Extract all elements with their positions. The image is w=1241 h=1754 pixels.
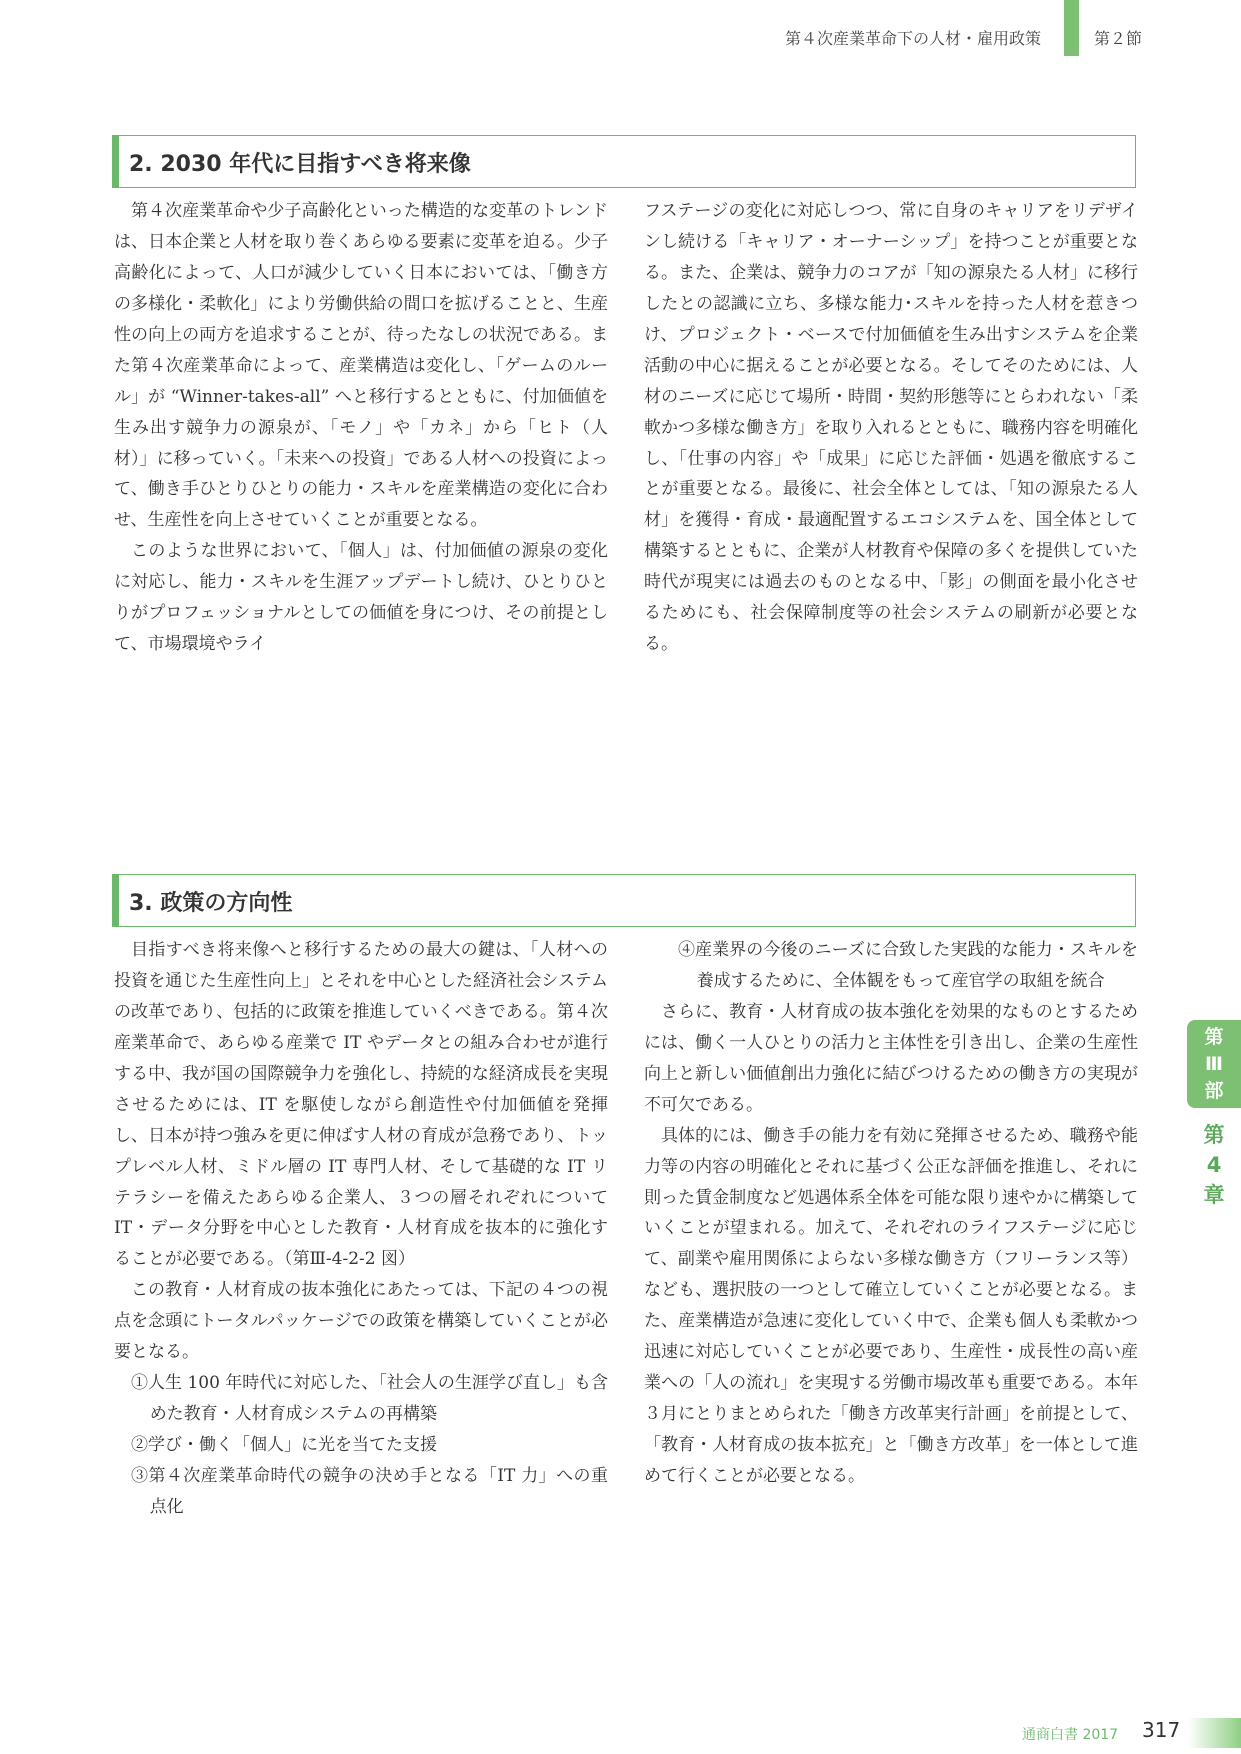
part-tab-line: 第	[1204, 1026, 1224, 1048]
section-2-right-column	[644, 196, 1138, 660]
section-2-title: 2. 2030 年代に目指すべき将来像	[129, 152, 471, 177]
section-2-left-column	[114, 196, 608, 660]
heading-accent	[113, 875, 119, 926]
chapter-label-line: 章	[1203, 1183, 1225, 1207]
footer-accent-bar	[1188, 1718, 1241, 1748]
running-header-title: 第４次産業革命下の人材・雇用政策	[784, 29, 1041, 48]
part-tab-line: Ⅲ	[1205, 1053, 1223, 1075]
section-3-left-column	[114, 935, 608, 1523]
header-accent-bar	[1064, 0, 1079, 56]
running-header-section: 第２節	[1094, 29, 1143, 48]
chapter-label-line: 4	[1206, 1153, 1222, 1177]
part-tab-line: 部	[1204, 1080, 1224, 1102]
section-3-title: 3. 政策の方向性	[129, 891, 293, 916]
paragraph: この教育・人材育成の抜本強化にあたっては、下記の４つの視点を念頭にトータルパッケージでの政策を構築していくことが必要となる。	[114, 1280, 608, 1363]
part-tab	[1187, 1020, 1241, 1108]
paragraph: 具体的には、働き手の能力を有効に発揮させるため、職務や能力等の内容の明確化とそれに基づく公正な評価を推進し、それに則った賃金制度など処遇体系全体を可能な限り速やかに構築していくことが望まれる。加えて、それぞれのライフステージに応じて、副業や雇用関係によらない多様な働き方（フリーランス等）なども、選択肢の一つとして確立していくことが必要となる。また、産業構造が急速に変化していく中で、企業も個人も柔軟かつ迅速に対応していくことが必要であり、生産性・成長性の高い産業への「人の流れ」を実現する労働市場改革も重要である。本年３月にとりまとめられた「働き方改革実行計画」を前提として、「教育・人材育成の抜本拡充」と「働き方改革」を一体として進めて行くことが必要となる。	[644, 1125, 1138, 1486]
footer-publication-label: 通商白書 2017	[1022, 1727, 1119, 1743]
page-number: 317	[1142, 1718, 1181, 1742]
heading-accent	[113, 136, 119, 187]
paragraph: このような世界において、「個人」は、付加価値の源泉の変化に対応し、能力・スキルを生涯アップデートし続け、ひとりひとりがプロフェッショナルとしての価値を身につけ、その前提として、市場環境やライ	[114, 541, 608, 655]
section-3-right-column	[644, 935, 1138, 1492]
list-item: ③第４次産業革命時代の競争の決め手となる「IT 力」への重点化	[131, 1465, 608, 1517]
chapter-label-line: 第	[1203, 1123, 1225, 1147]
paragraph: 目指すべき将来像へと移行するための最大の鍵は、「人材への投資を通じた生産性向上」とそれを中心とした経済社会システムの改革であり、包括的に政策を推進していくべきである。第４次産業革命で、あらゆる産業で IT やデータとの組み合わせが進行する中、我が国の国際競争力を強化し、持続的な経済成長を実現させるためには、IT を駆使しながら創造性や付加価値を発揮し、日本が持つ強みを更に伸ばす人材の育成が急務であり、トップレベル人材、ミドル層の IT 専門人材、そして基礎的な IT リテラシーを備えたあらゆる企業人、３つの層それぞれについて IT・データ分野を中心とした教育・人材育成を抜本的に強化することが必要である。（第Ⅲ-4-2-2 図）	[114, 940, 608, 1270]
section-3-heading	[112, 874, 1136, 927]
paragraph: 第４次産業革命や少子高齢化といった構造的な変革のトレンドは、日本企業と人材を取り巻くあらゆる要素に変革を迫る。少子高齢化によって、人口が減少していく日本においては、「働き方の多様化・柔軟化」により労働供給の間口を拡げることと、生産性の向上の両方を追求することが、待ったなしの状況である。また第４次産業革命によって、産業構造は変化し、「ゲームのルール」が “Winner-takes-all” へと移行するとともに、付加価値を生み出す競争力の源泉が、「モノ」や「カネ」から「ヒト（人材）」に移っていく。「未来への投資」である人材への投資によって、働き手ひとりひとりの能力・スキルを産業構造の変化に合わせ、生産性を向上させていくことが重要となる。	[114, 201, 608, 531]
paragraph: フステージの変化に対応しつつ、常に自身のキャリアをリデザインし続ける「キャリア・オーナーシップ」を持つことが重要となる。また、企業は、競争力のコアが「知の源泉たる人材」に移行したとの認識に立ち、多様な能力･スキルを持った人材を惹きつけ、プロジェクト・ベースで付加価値を生み出すシステムを企業活動の中心に据えることが必要となる。そしてそのためには、人材のニーズに応じて場所・時間・契約形態等にとらわれない「柔軟かつ多様な働き方」を取り入れるとともに、職務内容を明確化し、「仕事の内容」や「成果」に応じた評価・処遇を徹底することが重要となる。最後に、社会全体としては、「知の源泉たる人材」を獲得・育成・最適配置するエコシステムを、国全体として構築するとともに、企業が人材教育や保障の多くを提供していた時代が現実には過去のものとなる中、「影」の側面を最小化させるためにも、社会保障制度等の社会システムの刷新が必要となる。	[644, 201, 1138, 655]
list-item: ①人生 100 年時代に対応した、「社会人の生涯学び直し」も含めた教育・人材育成システムの再構築	[131, 1373, 608, 1425]
chapter-label	[1187, 1120, 1241, 1210]
paragraph: さらに、教育・人材育成の抜本強化を効果的なものとするためには、働く一人ひとりの活力と主体性を引き出し、企業の生産性向上と新しい価値創出力強化に結びつけるための働き方の実現が不可欠である。	[644, 1001, 1138, 1115]
list-item: ④産業界の今後のニーズに合致した実践的な能力・スキルを養成するために、全体観をもって産官学の取組を統合	[678, 940, 1138, 991]
section-2-heading	[112, 135, 1136, 188]
list-item: ②学び・働く「個人」に光を当てた支援	[131, 1435, 437, 1455]
